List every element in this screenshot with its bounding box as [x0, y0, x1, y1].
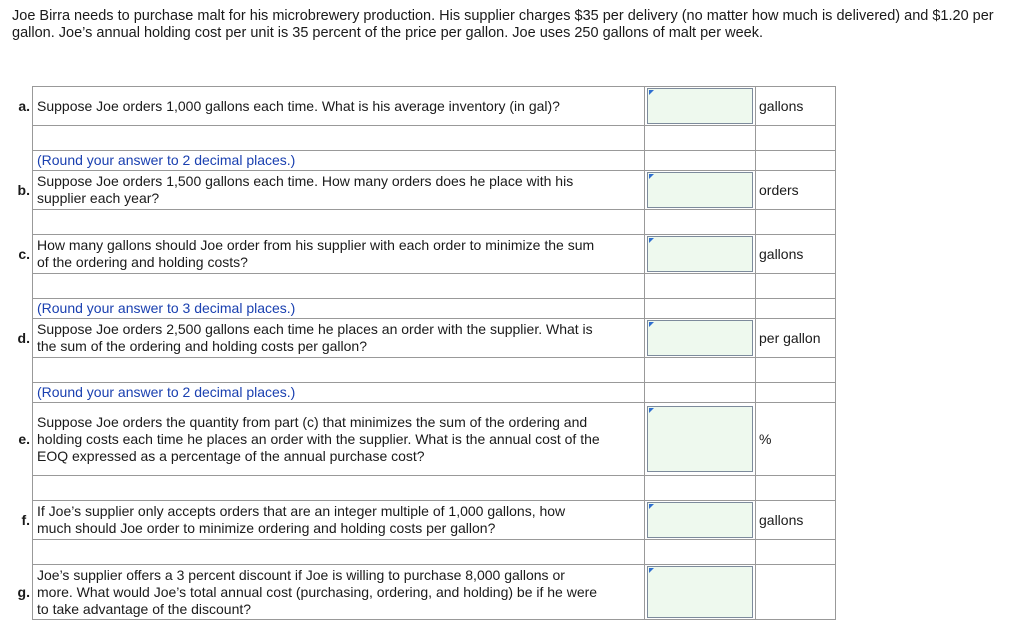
question-text: Joe’s supplier offers a 3 percent discount if Joe is willing to purchase 8,000 gallons or more. What would Joe’s total annual cost (purchasing, ordering, and holding) be if he were to take advantage of the discount? [33, 565, 605, 620]
question-row-d [10, 319, 836, 358]
question-row-a [10, 87, 836, 126]
question-row-b [10, 171, 836, 210]
problem-statement: Joe Birra needs to purchase malt for his microbrewery production. His supplier charges $35 per delivery (no matter how much is delivered) and $1.20 per gallon. Joe’s annual holding cost per unit is 35 percent of the price per gallon. Joe uses 250 gallons of malt per week. [12, 8, 994, 41]
question-row-g [10, 565, 836, 620]
unit-label: % [756, 403, 836, 476]
answer-box-b [647, 172, 753, 208]
question-table [10, 86, 836, 620]
question-letter: b. [17, 181, 30, 198]
question-letter: d. [17, 329, 30, 346]
answer-input-d[interactable] [648, 321, 752, 355]
unit-label: gallons [756, 87, 836, 126]
rounding-hint: (Round your answer to 2 decimal places.) [33, 383, 605, 403]
answer-box-e [647, 406, 753, 472]
question-text: Suppose Joe orders 1,000 gallons each time. What is his average inventory (in gal)? [33, 87, 605, 126]
question-text: Suppose Joe orders 2,500 gallons each time he places an order with the supplier. What is the sum of the ordering and holding costs per gallon? [33, 319, 605, 358]
answer-box-g [647, 566, 753, 618]
question-text: How many gallons should Joe order from his supplier with each order to minimize the sum of the ordering and holding costs? [33, 235, 605, 274]
answer-box-c [647, 236, 753, 272]
rounding-hint: (Round your answer to 3 decimal places.) [33, 299, 605, 319]
unit-label [756, 565, 836, 620]
rounding-hint: (Round your answer to 2 decimal places.) [33, 151, 605, 171]
question-row-c [10, 235, 836, 274]
answer-input-a[interactable] [648, 89, 752, 123]
answer-input-b[interactable] [648, 173, 752, 207]
answer-box-a [647, 88, 753, 124]
question-letter: f. [21, 511, 30, 528]
question-text: Suppose Joe orders 1,500 gallons each time. How many orders does he place with his supplier each year? [33, 171, 605, 210]
answer-input-g[interactable] [648, 567, 752, 617]
answer-input-f[interactable] [648, 503, 752, 537]
answer-input-c[interactable] [648, 237, 752, 271]
question-letter: a. [18, 97, 30, 114]
answer-box-d [647, 320, 753, 356]
unit-label: per gallon [756, 319, 836, 358]
unit-label: orders [756, 171, 836, 210]
question-row-f [10, 501, 836, 540]
question-text: If Joe’s supplier only accepts orders that are an integer multiple of 1,000 gallons, how much should Joe order to minimize ordering and holding costs per gallon? [33, 501, 605, 540]
answer-box-f [647, 502, 753, 538]
question-letter: e. [18, 430, 30, 447]
question-letter: g. [17, 583, 30, 600]
unit-label: gallons [756, 235, 836, 274]
question-letter: c. [18, 245, 30, 262]
answer-input-e[interactable] [648, 407, 752, 471]
unit-label: gallons [756, 501, 836, 540]
question-text: Suppose Joe orders the quantity from part (c) that minimizes the sum of the ordering and holding costs each time he places an order with the supplier. What is the annual cost of the EOQ expressed as a percentage of the annual purchase cost? [33, 403, 605, 476]
question-row-e [10, 403, 836, 476]
